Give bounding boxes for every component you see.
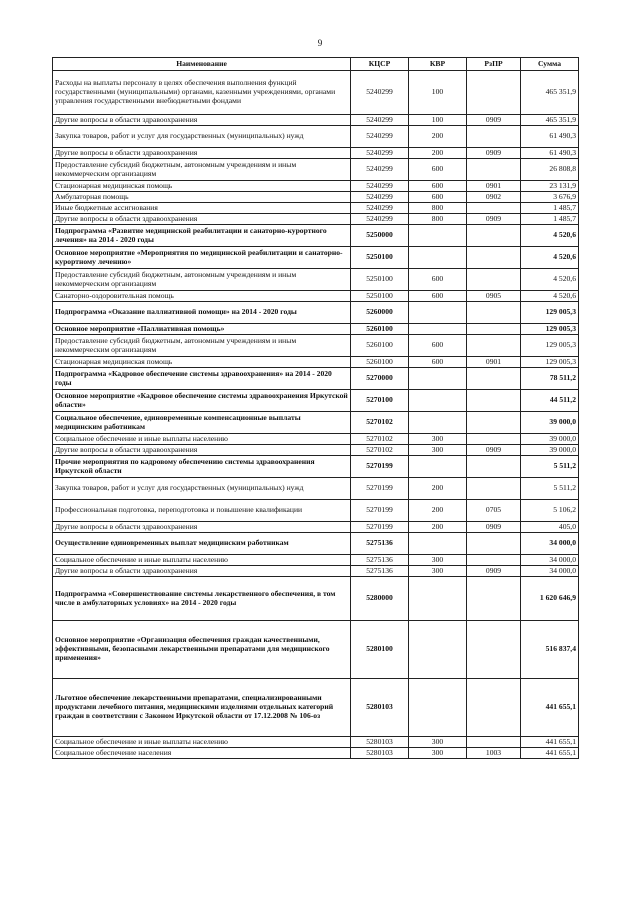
cell-rzpr: 0905	[467, 291, 521, 302]
cell-name: Предоставление субсидий бюджетным, автономным учреждениям и иным некоммерческим организациям	[53, 159, 351, 181]
cell-kvr: 200	[409, 148, 467, 159]
cell-kvr	[409, 679, 467, 737]
table-row	[53, 192, 579, 203]
cell-kcsr: 5270102	[351, 445, 409, 456]
cell-kvr: 600	[409, 159, 467, 181]
cell-kcsr: 5240299	[351, 148, 409, 159]
table-row	[53, 445, 579, 456]
cell-kvr: 600	[409, 192, 467, 203]
cell-sum: 34 000,0	[521, 533, 579, 555]
cell-rzpr	[467, 126, 521, 148]
header-kvr: КВР	[409, 58, 467, 71]
cell-kcsr: 5250100	[351, 291, 409, 302]
cell-name: Основное мероприятие «Кадровое обеспечение системы здравоохранения Иркутской области»	[53, 390, 351, 412]
cell-kcsr: 5280103	[351, 679, 409, 737]
table-row	[53, 291, 579, 302]
cell-kcsr: 5270199	[351, 456, 409, 478]
cell-sum: 3 676,9	[521, 192, 579, 203]
cell-kvr: 300	[409, 445, 467, 456]
cell-rzpr	[467, 368, 521, 390]
cell-kvr: 200	[409, 478, 467, 500]
cell-name: Подпрограмма «Совершенствование системы лекарственного обеспечения, в том числе в амбулаторных условиях» на 2014 - 2020 годы	[53, 577, 351, 621]
cell-name: Стационарная медицинская помощь	[53, 181, 351, 192]
cell-kvr	[409, 456, 467, 478]
cell-rzpr	[467, 679, 521, 737]
cell-kvr: 100	[409, 71, 467, 115]
cell-kvr: 300	[409, 748, 467, 759]
table-row	[53, 679, 579, 737]
cell-name: Подпрограмма «Кадровое обеспечение системы здравоохранения» на 2014 - 2020 годы	[53, 368, 351, 390]
cell-kcsr: 5240299	[351, 71, 409, 115]
table-row	[53, 533, 579, 555]
cell-rzpr: 0901	[467, 181, 521, 192]
cell-kcsr: 5250100	[351, 269, 409, 291]
cell-kvr: 600	[409, 335, 467, 357]
table-row	[53, 555, 579, 566]
cell-name: Иные бюджетные ассигнования	[53, 203, 351, 214]
table-row	[53, 159, 579, 181]
cell-rzpr	[467, 737, 521, 748]
table-header-row	[53, 58, 579, 71]
cell-kcsr: 5240299	[351, 192, 409, 203]
table-row	[53, 522, 579, 533]
table-row	[53, 456, 579, 478]
cell-kcsr: 5275136	[351, 555, 409, 566]
cell-kvr: 200	[409, 500, 467, 522]
cell-kvr	[409, 533, 467, 555]
table-row	[53, 577, 579, 621]
table-row	[53, 71, 579, 115]
cell-sum: 23 131,9	[521, 181, 579, 192]
cell-sum: 465 351,9	[521, 71, 579, 115]
cell-kcsr: 5240299	[351, 159, 409, 181]
table-row	[53, 500, 579, 522]
cell-kvr	[409, 302, 467, 324]
cell-kvr: 600	[409, 291, 467, 302]
cell-rzpr	[467, 577, 521, 621]
cell-kcsr: 5270000	[351, 368, 409, 390]
table-row	[53, 181, 579, 192]
cell-name: Социальное обеспечение и иные выплаты населению	[53, 434, 351, 445]
cell-kvr	[409, 621, 467, 679]
table-row	[53, 324, 579, 335]
cell-kvr: 200	[409, 126, 467, 148]
cell-name: Социальное обеспечение и иные выплаты населению	[53, 737, 351, 748]
cell-rzpr	[467, 412, 521, 434]
cell-rzpr: 0909	[467, 566, 521, 577]
page-number: 9	[317, 38, 323, 48]
cell-name: Закупка товаров, работ и услуг для государственных (муниципальных) нужд	[53, 126, 351, 148]
cell-kcsr: 5240299	[351, 214, 409, 225]
cell-rzpr: 0909	[467, 115, 521, 126]
cell-name: Подпрограмма «Оказание паллиативной помощи» на 2014 - 2020 годы	[53, 302, 351, 324]
cell-name: Прочие мероприятия по кадровому обеспечению системы здравоохранения Иркутской области	[53, 456, 351, 478]
cell-sum: 78 511,2	[521, 368, 579, 390]
cell-kvr: 300	[409, 555, 467, 566]
cell-rzpr	[467, 71, 521, 115]
cell-sum: 4 520,6	[521, 269, 579, 291]
cell-rzpr: 0705	[467, 500, 521, 522]
table-row	[53, 203, 579, 214]
cell-name: Социальное обеспечение, единовременные компенсационные выплаты медицинским работникам	[53, 412, 351, 434]
cell-kcsr: 5250000	[351, 225, 409, 247]
cell-kvr	[409, 390, 467, 412]
table-row	[53, 225, 579, 247]
cell-rzpr	[467, 478, 521, 500]
table-row	[53, 357, 579, 368]
header-sum: Сумма	[521, 58, 579, 71]
cell-kcsr: 5240299	[351, 203, 409, 214]
cell-kvr	[409, 324, 467, 335]
cell-name: Другие вопросы в области здравоохранения	[53, 566, 351, 577]
cell-rzpr	[467, 302, 521, 324]
cell-kcsr: 5270102	[351, 434, 409, 445]
cell-kcsr: 5260100	[351, 357, 409, 368]
cell-sum: 129 005,3	[521, 357, 579, 368]
table-row	[53, 247, 579, 269]
cell-sum: 1 485,7	[521, 214, 579, 225]
table-row	[53, 148, 579, 159]
cell-kvr: 800	[409, 214, 467, 225]
cell-sum: 4 520,6	[521, 247, 579, 269]
cell-kvr	[409, 577, 467, 621]
cell-rzpr: 0902	[467, 192, 521, 203]
cell-rzpr	[467, 434, 521, 445]
cell-rzpr: 1003	[467, 748, 521, 759]
cell-name: Амбулаторная помощь	[53, 192, 351, 203]
cell-name: Основное мероприятие «Мероприятия по медицинской реабилитации и санаторно-курортному лечению»	[53, 247, 351, 269]
cell-kvr: 200	[409, 522, 467, 533]
cell-sum: 61 490,3	[521, 148, 579, 159]
cell-sum: 61 490,3	[521, 126, 579, 148]
cell-name: Предоставление субсидий бюджетным, автономным учреждениям и иным некоммерческим организациям	[53, 335, 351, 357]
cell-rzpr	[467, 621, 521, 679]
table-row	[53, 434, 579, 445]
table-body	[53, 71, 579, 759]
table-row	[53, 214, 579, 225]
cell-kcsr: 5270199	[351, 478, 409, 500]
cell-sum: 129 005,3	[521, 302, 579, 324]
cell-sum: 4 520,6	[521, 291, 579, 302]
cell-sum: 405,0	[521, 522, 579, 533]
cell-rzpr	[467, 456, 521, 478]
cell-name: Предоставление субсидий бюджетным, автономным учреждениям и иным некоммерческим организациям	[53, 269, 351, 291]
cell-sum: 465 351,9	[521, 115, 579, 126]
cell-name: Закупка товаров, работ и услуг для государственных (муниципальных) нужд	[53, 478, 351, 500]
cell-sum: 5 511,2	[521, 478, 579, 500]
table-row	[53, 748, 579, 759]
cell-kvr: 600	[409, 181, 467, 192]
cell-kvr: 600	[409, 269, 467, 291]
cell-rzpr	[467, 390, 521, 412]
cell-sum: 39 000,0	[521, 434, 579, 445]
cell-name: Льготное обеспечение лекарственными препаратами, специализированными продуктами лечебного питания, медицинскими изделиями отдельных категорий граждан в соответствии с Законом Иркутской области от 17.12.2008 № 106-оз	[53, 679, 351, 737]
table-row	[53, 335, 579, 357]
cell-kcsr: 5260100	[351, 335, 409, 357]
table-row	[53, 621, 579, 679]
cell-name: Санаторно-оздоровительная помощь	[53, 291, 351, 302]
table-row	[53, 412, 579, 434]
cell-kcsr: 5250100	[351, 247, 409, 269]
cell-sum: 39 000,0	[521, 445, 579, 456]
cell-sum: 5 106,2	[521, 500, 579, 522]
cell-kvr: 600	[409, 357, 467, 368]
cell-rzpr	[467, 269, 521, 291]
cell-sum: 129 005,3	[521, 335, 579, 357]
table-row	[53, 115, 579, 126]
table-row	[53, 126, 579, 148]
cell-sum: 441 655,1	[521, 748, 579, 759]
cell-sum: 441 655,1	[521, 679, 579, 737]
table-row	[53, 737, 579, 748]
cell-kvr: 300	[409, 434, 467, 445]
cell-sum: 44 511,2	[521, 390, 579, 412]
cell-kvr	[409, 247, 467, 269]
cell-sum: 34 000,0	[521, 566, 579, 577]
cell-name: Другие вопросы в области здравоохранения	[53, 445, 351, 456]
cell-sum: 1 485,7	[521, 203, 579, 214]
cell-kcsr: 5240299	[351, 181, 409, 192]
cell-name: Осуществление единовременных выплат медицинским работникам	[53, 533, 351, 555]
cell-kcsr: 5270102	[351, 412, 409, 434]
cell-rzpr	[467, 555, 521, 566]
table-row	[53, 390, 579, 412]
table-row	[53, 566, 579, 577]
cell-kcsr: 5275136	[351, 533, 409, 555]
cell-kcsr: 5270199	[351, 500, 409, 522]
cell-sum: 516 837,4	[521, 621, 579, 679]
cell-kvr: 100	[409, 115, 467, 126]
cell-kcsr: 5275136	[351, 566, 409, 577]
cell-kcsr: 5280100	[351, 621, 409, 679]
cell-rzpr	[467, 159, 521, 181]
cell-rzpr	[467, 533, 521, 555]
cell-name: Другие вопросы в области здравоохранения	[53, 148, 351, 159]
header-name: Наименование	[53, 58, 351, 71]
cell-sum: 5 511,2	[521, 456, 579, 478]
cell-sum: 4 520,6	[521, 225, 579, 247]
cell-name: Социальное обеспечение и иные выплаты населению	[53, 555, 351, 566]
cell-name: Расходы на выплаты персоналу в целях обеспечения выполнения функций государственными (муниципальными) органами, казенными учреждениями, органами управления государственными внебюджетными фондами	[53, 71, 351, 115]
cell-name: Подпрограмма «Развитие медицинской реабилитации и санаторно-курортного лечения» на 2014 - 2020 годы	[53, 225, 351, 247]
cell-rzpr	[467, 247, 521, 269]
table-row	[53, 269, 579, 291]
cell-rzpr	[467, 324, 521, 335]
cell-sum: 34 000,0	[521, 555, 579, 566]
header-rzpr: РзПР	[467, 58, 521, 71]
cell-kcsr: 5280000	[351, 577, 409, 621]
cell-rzpr	[467, 335, 521, 357]
budget-table	[52, 57, 579, 759]
cell-kvr	[409, 412, 467, 434]
cell-rzpr: 0909	[467, 522, 521, 533]
cell-rzpr: 0909	[467, 445, 521, 456]
cell-kcsr: 5280103	[351, 737, 409, 748]
cell-name: Другие вопросы в области здравоохранения	[53, 115, 351, 126]
cell-sum: 1 620 646,9	[521, 577, 579, 621]
cell-sum: 26 808,8	[521, 159, 579, 181]
cell-rzpr	[467, 225, 521, 247]
cell-sum: 129 005,3	[521, 324, 579, 335]
cell-name: Другие вопросы в области здравоохранения	[53, 522, 351, 533]
cell-name: Стационарная медицинская помощь	[53, 357, 351, 368]
cell-kvr: 300	[409, 737, 467, 748]
cell-kcsr: 5270199	[351, 522, 409, 533]
cell-rzpr: 0901	[467, 357, 521, 368]
cell-kcsr: 5240299	[351, 115, 409, 126]
cell-sum: 441 655,1	[521, 737, 579, 748]
cell-name: Профессиональная подготовка, переподготовка и повышение квалификации	[53, 500, 351, 522]
cell-kvr	[409, 225, 467, 247]
cell-rzpr: 0909	[467, 148, 521, 159]
cell-name: Основное мероприятие «Организация обеспечения граждан качественными, эффективными, безопасными лекарственными препаратами для медицинского применения»	[53, 621, 351, 679]
cell-name: Социальное обеспечение населения	[53, 748, 351, 759]
cell-kvr: 800	[409, 203, 467, 214]
cell-kcsr: 5240299	[351, 126, 409, 148]
table-row	[53, 302, 579, 324]
cell-kvr	[409, 368, 467, 390]
cell-name: Другие вопросы в области здравоохранения	[53, 214, 351, 225]
cell-kcsr: 5280103	[351, 748, 409, 759]
cell-kcsr: 5260100	[351, 324, 409, 335]
cell-kcsr: 5260000	[351, 302, 409, 324]
cell-kcsr: 5270100	[351, 390, 409, 412]
cell-sum: 39 000,0	[521, 412, 579, 434]
cell-rzpr: 0909	[467, 214, 521, 225]
header-kcsr: КЦСР	[351, 58, 409, 71]
cell-kvr: 300	[409, 566, 467, 577]
cell-rzpr	[467, 203, 521, 214]
cell-name: Основное мероприятие «Паллиативная помощь»	[53, 324, 351, 335]
table-row	[53, 368, 579, 390]
table-row	[53, 478, 579, 500]
